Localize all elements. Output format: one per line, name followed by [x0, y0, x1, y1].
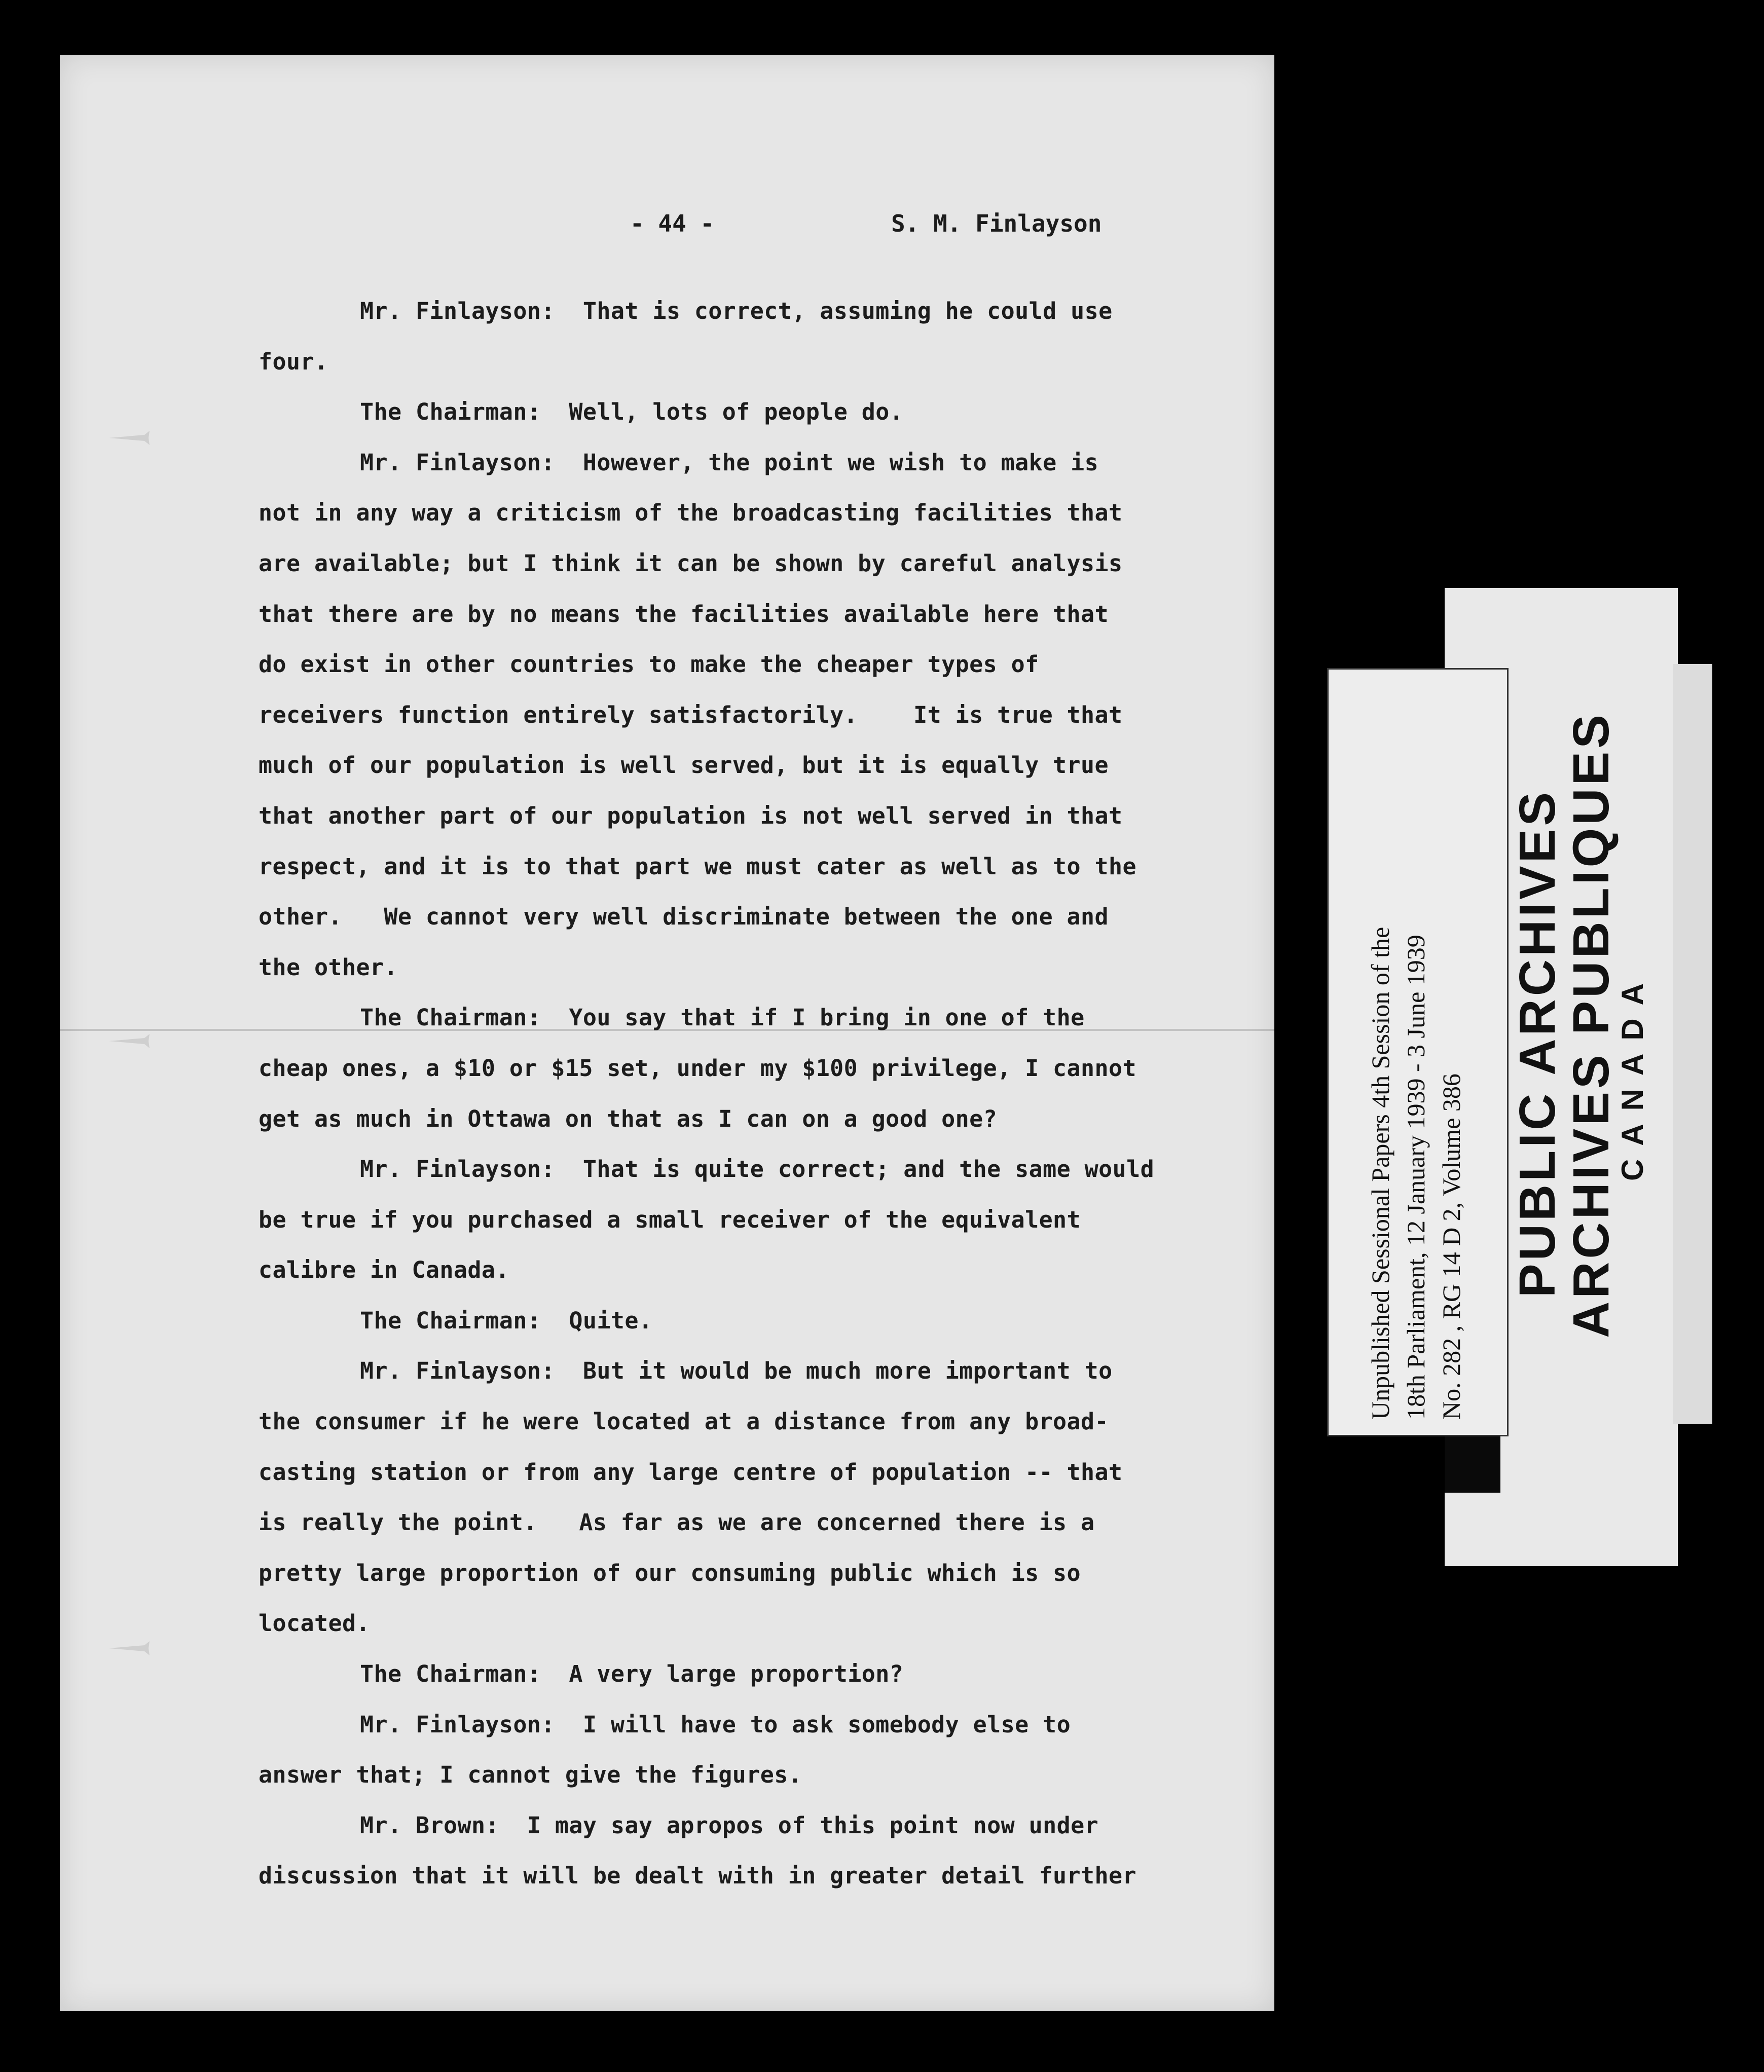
text-line: The Chairman: A very large proportion? — [360, 1660, 904, 1688]
text-line: do exist in other countries to make the cheaper types of — [259, 651, 1039, 678]
archives-publiques-stamp: ARCHIVES PUBLIQUES — [1563, 712, 1620, 1338]
punch-mark-icon — [109, 429, 165, 447]
text-line: calibre in Canada. — [259, 1256, 509, 1284]
running-head: S. M. Finlayson — [891, 210, 1102, 237]
text-line: cheap ones, a $10 or $15 set, under my $100 privilege, I cannot — [259, 1054, 1137, 1082]
archive-tab-strip — [1673, 664, 1712, 1424]
page-header — [60, 210, 1274, 250]
text-line: not in any way a criticism of the broadcasting facilities that — [259, 499, 1123, 527]
text-line: Mr. Brown: I may say apropos of this point now under — [360, 1811, 1099, 1839]
text-line: located. — [259, 1610, 370, 1637]
text-line: Mr. Finlayson: That is quite correct; and the same would — [360, 1156, 1155, 1183]
text-line: other. We cannot very well discriminate between the one and — [259, 903, 1109, 931]
archive-label-line2: 18th Parliament, 12 January 1939 - 3 June 1939 — [1402, 935, 1430, 1420]
archive-label-card — [1327, 668, 1509, 1436]
text-line: Mr. Finlayson: But it would be much more important to — [360, 1357, 1113, 1385]
canada-stamp: CANADA — [1615, 970, 1649, 1181]
punch-mark-icon — [109, 1639, 165, 1657]
text-line: respect, and it is to that part we must cater as well as to the — [259, 853, 1137, 880]
text-line: Mr. Finlayson: I will have to ask somebody else to — [360, 1711, 1071, 1738]
text-line: get as much in Ottawa on that as I can on a good one? — [259, 1105, 998, 1132]
text-line: that another part of our population is not well served in that — [259, 802, 1123, 829]
archive-label-line1: Unpublished Sessional Papers 4th Session of the — [1366, 927, 1394, 1420]
text-line: The Chairman: Well, lots of people do. — [360, 398, 904, 426]
punch-mark-icon — [109, 1032, 165, 1050]
public-archives-stamp: PUBLIC ARCHIVES — [1509, 789, 1566, 1298]
text-line: much of our population is well served, but it is equally true — [259, 752, 1109, 779]
text-line: receivers function entirely satisfactorily. It is true that — [259, 701, 1123, 728]
text-line: the consumer if he were located at a distance from any broad- — [259, 1408, 1109, 1435]
page-number: - 44 - — [630, 210, 715, 237]
text-line: The Chairman: You say that if I bring in one of the — [360, 1004, 1085, 1031]
archive-label-line3: No. 282 , RG 14 D 2, Volume 386 — [1437, 1074, 1465, 1420]
text-line: Mr. Finlayson: That is correct, assuming he could use — [360, 298, 1113, 324]
text-line: Mr. Finlayson: However, the point we wish to make is — [360, 449, 1099, 476]
text-line: casting station or from any large centre of population -- that — [259, 1458, 1123, 1486]
text-line: answer that; I cannot give the figures. — [259, 1761, 802, 1789]
text-line: that there are by no means the facilities available here that — [259, 600, 1109, 627]
text-line: The Chairman: Quite. — [360, 1307, 653, 1334]
text-line: discussion that it will be dealt with in greater detail further — [259, 1862, 1137, 1890]
text-line: be true if you purchased a small receiver of the equivalent — [259, 1206, 1081, 1233]
text-line: are available; but I think it can be shown by careful analysis — [259, 549, 1123, 577]
text-line: pretty large proportion of our consuming public which is so — [259, 1559, 1081, 1586]
transcript-body — [259, 286, 1267, 1901]
text-line: is really the point. As far as we are concerned there is a — [259, 1509, 1095, 1536]
document-page — [60, 55, 1274, 2011]
text-line: four. — [259, 348, 328, 375]
text-line: the other. — [259, 953, 398, 981]
